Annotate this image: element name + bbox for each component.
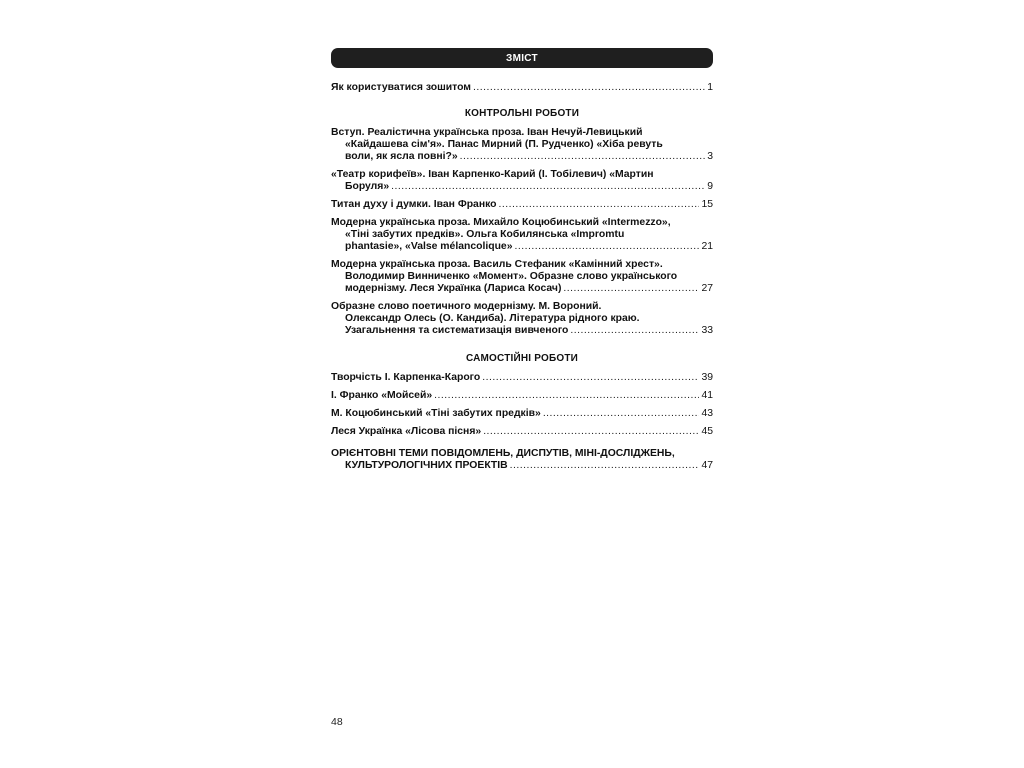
toc-entry-text-line: Вступ. Реалістична українська проза. Іван Нечуй-Левицький — [331, 127, 643, 138]
dot-leader — [510, 460, 700, 472]
toc-entry-text-line: КУЛЬТУРОЛОГІЧНИХ ПРОЕКТІВ — [345, 460, 508, 471]
section-title-control-works: КОНТРОЛЬНІ РОБОТИ — [464, 108, 580, 119]
toc-title: ЗМІСТ — [506, 52, 538, 64]
toc-entry-text-line: Титан духу і думки. Іван Франко — [331, 199, 497, 210]
toc-entry-topics[interactable] — [331, 448, 713, 472]
dot-leader — [391, 181, 705, 193]
toc-page-number: 9 — [707, 181, 713, 192]
toc-page-number: 27 — [701, 283, 713, 294]
toc-entry-last-line — [331, 372, 713, 384]
dot-leader — [514, 241, 699, 253]
dot-leader — [499, 199, 700, 211]
section-title-independent-works: САМОСТІЙНІ РОБОТИ — [465, 353, 579, 364]
toc-entry[interactable] — [331, 301, 713, 337]
toc-page-number: 3 — [707, 151, 713, 162]
toc-page-number: 43 — [701, 408, 713, 419]
toc-entry-last-line — [331, 460, 713, 472]
toc-entry-text-line: «Театр корифеїв». Іван Карпенко-Карий (І. Тобілевич) «Мартин — [331, 169, 654, 180]
toc-entry-text-line: Творчість І. Карпенка-Карого — [331, 372, 481, 383]
toc-page-number: 39 — [701, 372, 713, 383]
toc-entry[interactable] — [331, 408, 713, 420]
toc-entry[interactable] — [331, 199, 713, 211]
toc-page-number: 41 — [701, 390, 713, 401]
toc-entry-text-line: модернізму. Леся Українка (Лариса Косач) — [345, 283, 562, 294]
toc-page-number: 15 — [701, 199, 713, 210]
toc-page-number: 21 — [701, 241, 713, 252]
toc-entry-text-line: Образне слово поетичного модернізму. М. Вороний. — [331, 301, 602, 312]
toc-entry[interactable] — [331, 372, 713, 384]
toc-entry-text-line: Модерна українська проза. Михайло Коцюбинський «Intermezzo», — [331, 217, 671, 228]
dot-leader — [483, 426, 699, 438]
toc-page-number: 33 — [701, 325, 713, 336]
page-number: 48 — [331, 716, 343, 728]
toc-entry-text-line: Володимир Винниченко «Момент». Образне слово українського — [345, 271, 678, 282]
toc-title-banner — [331, 48, 713, 68]
section-independent-works — [331, 372, 713, 438]
dot-leader — [473, 82, 705, 94]
toc-entry-text-line: «Кайдашева сім'я». Панас Мирний (П. Рудченко) «Хіба ревуть — [345, 139, 663, 150]
toc-entry-text-line: ОРІЄНТОВНІ ТЕМИ ПОВІДОМЛЕНЬ, ДИСПУТІВ, МІНІ-ДОСЛІДЖЕНЬ, — [331, 448, 675, 459]
toc-entry-text-line: phantasie», «Valse mélancolique» — [345, 241, 513, 252]
section-control-works — [331, 127, 713, 337]
toc-entry-text-line: Боруля» — [345, 181, 390, 192]
toc-page-number: 45 — [701, 426, 713, 437]
toc-entry-intro[interactable] — [331, 82, 713, 94]
dot-leader — [460, 151, 706, 163]
toc-entry-text-line: Олександр Олесь (О. Кандиба). Література рідного краю. — [345, 313, 640, 324]
toc-entry[interactable] — [331, 127, 713, 163]
toc-entry-last-line — [331, 408, 713, 420]
toc-page-number: 47 — [701, 460, 713, 471]
toc-entry-text-line: Модерна українська проза. Василь Стефаник «Камінний хрест». — [331, 259, 663, 270]
toc-entry-last-line — [331, 82, 713, 94]
toc-entry-last-line — [331, 325, 713, 337]
toc-entry[interactable] — [331, 169, 713, 193]
toc-entry[interactable] — [331, 390, 713, 402]
toc-page — [331, 48, 713, 478]
toc-entry-text-line: М. Коцюбинський «Тіні забутих предків» — [331, 408, 541, 419]
toc-entry-text-line: І. Франко «Мойсей» — [331, 390, 433, 401]
toc-entry[interactable] — [331, 259, 713, 295]
toc-entry-last-line — [331, 283, 713, 295]
toc-entry-text-line: «Тіні забутих предків». Ольга Кобилянська «Impromtu — [345, 229, 625, 240]
toc-entry-last-line — [331, 181, 713, 193]
toc-page-number: 1 — [707, 82, 713, 93]
toc-entry-last-line — [331, 390, 713, 402]
dot-leader — [482, 372, 699, 384]
toc-entry-last-line — [331, 426, 713, 438]
toc-entry-text-line: Узагальнення та систематизація вивченого — [345, 325, 569, 336]
dot-leader — [434, 390, 699, 402]
toc-entry-text-line: Леся Українка «Лісова пісня» — [331, 426, 482, 437]
dot-leader — [543, 408, 700, 420]
toc-entry-last-line — [331, 241, 713, 253]
toc-list — [331, 82, 713, 472]
toc-entry-text-line: воли, як ясла повні?» — [345, 151, 458, 162]
toc-entry[interactable] — [331, 426, 713, 438]
toc-entry[interactable] — [331, 217, 713, 253]
toc-entry-last-line — [331, 151, 713, 163]
toc-entry-text-line: Як користуватися зошитом — [331, 82, 471, 93]
dot-leader — [570, 325, 699, 337]
dot-leader — [563, 283, 699, 295]
toc-entry-last-line — [331, 199, 713, 211]
